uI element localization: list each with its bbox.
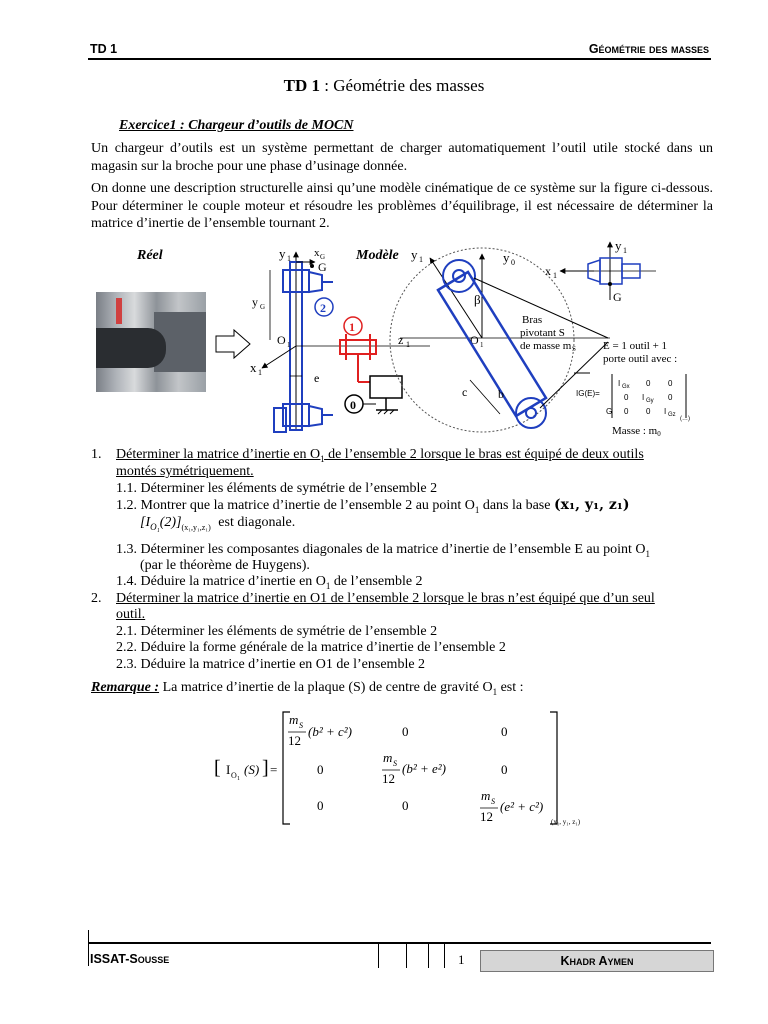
svg-text:12: 12: [288, 733, 301, 748]
svg-text:0: 0: [317, 798, 324, 813]
svg-text:I: I: [664, 407, 667, 416]
mechanism-figure: [0, 0, 768, 440]
svg-text:1: 1: [480, 341, 484, 349]
question-2-3: 2.3. Déduire la matrice d’inertie en O1 de l’ensemble 2: [116, 657, 426, 672]
page-footer: [88, 942, 711, 968]
svg-text:1: 1: [419, 255, 423, 264]
svg-text:0: 0: [646, 407, 651, 416]
label-O1-left: O: [277, 333, 286, 347]
E-label-1: E = 1 outil + 1: [603, 340, 668, 352]
svg-text:m: m: [383, 750, 393, 765]
svg-text:(…): (…): [680, 416, 690, 422]
label-G-tool: G: [613, 290, 622, 304]
svg-text:(b² + e²): (b² + e²): [402, 761, 446, 776]
svg-text:0: 0: [624, 393, 629, 402]
svg-text:m: m: [481, 788, 491, 803]
label-2: 2: [320, 301, 326, 315]
svg-text:S: S: [572, 345, 576, 353]
label-y1-left: y: [279, 246, 286, 261]
svg-text:0: 0: [402, 798, 409, 813]
svg-text:m: m: [289, 712, 299, 727]
footer-right: Khadr Aymen: [480, 950, 714, 972]
label-b: b: [498, 387, 504, 401]
svg-text:0: 0: [501, 762, 508, 777]
svg-text:1: 1: [258, 368, 262, 377]
label-e: e: [314, 371, 320, 385]
label-y1-tool: y: [615, 238, 622, 253]
svg-text:(e² + c²): (e² + c²): [500, 799, 544, 814]
label-x1-left: x: [250, 360, 257, 375]
label-y0: y: [503, 250, 510, 265]
E-label-2: porte outil avec :: [603, 353, 678, 365]
svg-text:0: 0: [646, 379, 651, 388]
svg-text:1: 1: [623, 246, 627, 255]
title-main: TD 1: [283, 76, 321, 95]
svg-text:(S): (S): [244, 762, 260, 777]
question-2-1: 2.1. Déterminer les éléments de symétrie de l’ensemble 2: [116, 624, 438, 639]
question-1-2-matrix: $[I_{O_1}(2)]_{(x_1,y_1,z_1)}$ est diagonale.: [140, 515, 296, 532]
remark-label: Remarque :: [91, 680, 160, 695]
IGE-label: IG(E)=: [576, 389, 600, 398]
page-number: 1: [458, 952, 465, 967]
remark: Remarque : La matrice d’inertie de la plaque (S) de centre de gravité $O_1$ est :: [91, 680, 524, 697]
svg-text:G: G: [260, 303, 266, 311]
svg-text:S: S: [393, 759, 397, 768]
svg-text:1: 1: [287, 341, 291, 349]
question-1-2: 1.2. Montrer que la matrice d’inertie de l’ensemble 2 au point $O_1$ dans la base (x₁, y₁, z₁): [116, 497, 630, 515]
arm-label-2: pivotant S: [520, 327, 565, 339]
svg-text:0: 0: [511, 258, 515, 267]
label-1: 1: [349, 320, 355, 334]
arm-label-1: Bras: [522, 314, 543, 326]
svg-text:Gz: Gz: [668, 412, 676, 418]
svg-text:I: I: [226, 762, 231, 777]
svg-text:1: 1: [287, 254, 291, 263]
svg-text:G: G: [606, 407, 613, 416]
svg-text:1: 1: [237, 776, 240, 782]
hollow-arrow: [216, 330, 250, 358]
svg-text:0: 0: [668, 379, 673, 388]
question-1-3: 1.3. Déterminer les composantes diagonales de la matrice d’inertie de l’ensemble E au point $O_1$: [116, 542, 650, 559]
header-left: TD 1: [90, 42, 118, 56]
svg-text:[: [: [214, 757, 221, 779]
svg-text:1: 1: [406, 340, 410, 349]
masse-label: Masse : m0: [612, 425, 661, 438]
svg-text:0: 0: [624, 407, 629, 416]
label-c: c: [462, 385, 468, 399]
svg-text:G: G: [320, 253, 326, 261]
figure-label-modele: Modèle: [356, 248, 399, 263]
question-1: 1. Déterminer la matrice d’inertie en $O_1$ de l’ensemble 2 lorsque le bras est équipé de deux outils: [91, 447, 644, 464]
label-x1-tool: x: [545, 264, 551, 278]
svg-text:O: O: [231, 771, 237, 780]
label-yG: y: [252, 295, 258, 309]
svg-text:12: 12: [480, 809, 493, 824]
label-beta: β: [474, 292, 481, 307]
svg-text:(x₁, y₁, z₁): (x₁, y₁, z₁): [551, 818, 581, 826]
svg-text:I: I: [618, 379, 621, 388]
header-right: Géométrie des masses: [588, 42, 709, 56]
svg-text:0: 0: [501, 724, 508, 739]
svg-text:0: 0: [668, 393, 673, 402]
svg-text:0: 0: [317, 762, 324, 777]
label-O1-right: O: [470, 333, 479, 347]
svg-text:12: 12: [382, 771, 395, 786]
question-2-2: 2.2. Déduire la forme générale de la matrice d’inertie de l’ensemble 2: [116, 640, 506, 655]
svg-text:]: ]: [262, 757, 269, 779]
exercise-heading: Exercice1 : Chargeur d’outils de MOCN: [119, 118, 354, 133]
label-xG: x: [314, 247, 320, 259]
title-rest: : Géométrie des masses: [320, 76, 485, 95]
footer-left: ISSAT-Sousse: [90, 952, 170, 966]
intro-paragraph-2: On donne une description structurelle ainsi qu’une modèle cinématique de ce système sur la figure ci-dessous. Pour déterminer le couple moteur et résoudre les problèmes d’équilibrage, il est nécessaire de déterminer la matrice d’inertie de l’ensemble tournant 2.: [91, 181, 713, 231]
question-1-1: 1.1. Déterminer les éléments de symétrie de l’ensemble 2: [116, 481, 438, 496]
inertia-matrix: [0, 700, 768, 840]
svg-text:(b² + c²): (b² + c²): [308, 724, 352, 739]
question-1-cont: montés symétriquement.: [116, 464, 254, 479]
label-y1-right: y: [411, 247, 418, 262]
svg-text:I: I: [642, 393, 645, 402]
question-2-cont: outil.: [116, 607, 146, 622]
label-0: 0: [350, 398, 356, 412]
svg-text:S: S: [491, 797, 495, 806]
svg-text:=: =: [270, 762, 278, 777]
svg-text:Gy: Gy: [646, 398, 654, 404]
svg-text:S: S: [299, 721, 303, 730]
question-2: 2. Déterminer la matrice d’inertie en O1 de l’ensemble 2 lorsque le bras n’est équipé que d’un seul: [91, 591, 655, 606]
svg-text:Gx: Gx: [622, 384, 630, 390]
label-G-left: G: [318, 260, 327, 274]
svg-text:0: 0: [402, 724, 409, 739]
question-1-3-cont: (par le théorème de Huygens).: [140, 558, 310, 573]
question-1-4: 1.4. Déduire la matrice d’inertie en $O_1$ de l’ensemble 2: [116, 574, 423, 591]
label-z1-right: z: [398, 333, 404, 347]
svg-text:1: 1: [553, 271, 557, 280]
figure-label-reel: Réel: [137, 248, 163, 263]
arm-label-3: de masse m: [520, 340, 572, 352]
intro-paragraph-1: Un chargeur d’outils est un système permettant de charger automatiquement l’outil utile stocké dans un magasin sur la broche pour une phase d’usinage donnée.: [91, 141, 713, 174]
